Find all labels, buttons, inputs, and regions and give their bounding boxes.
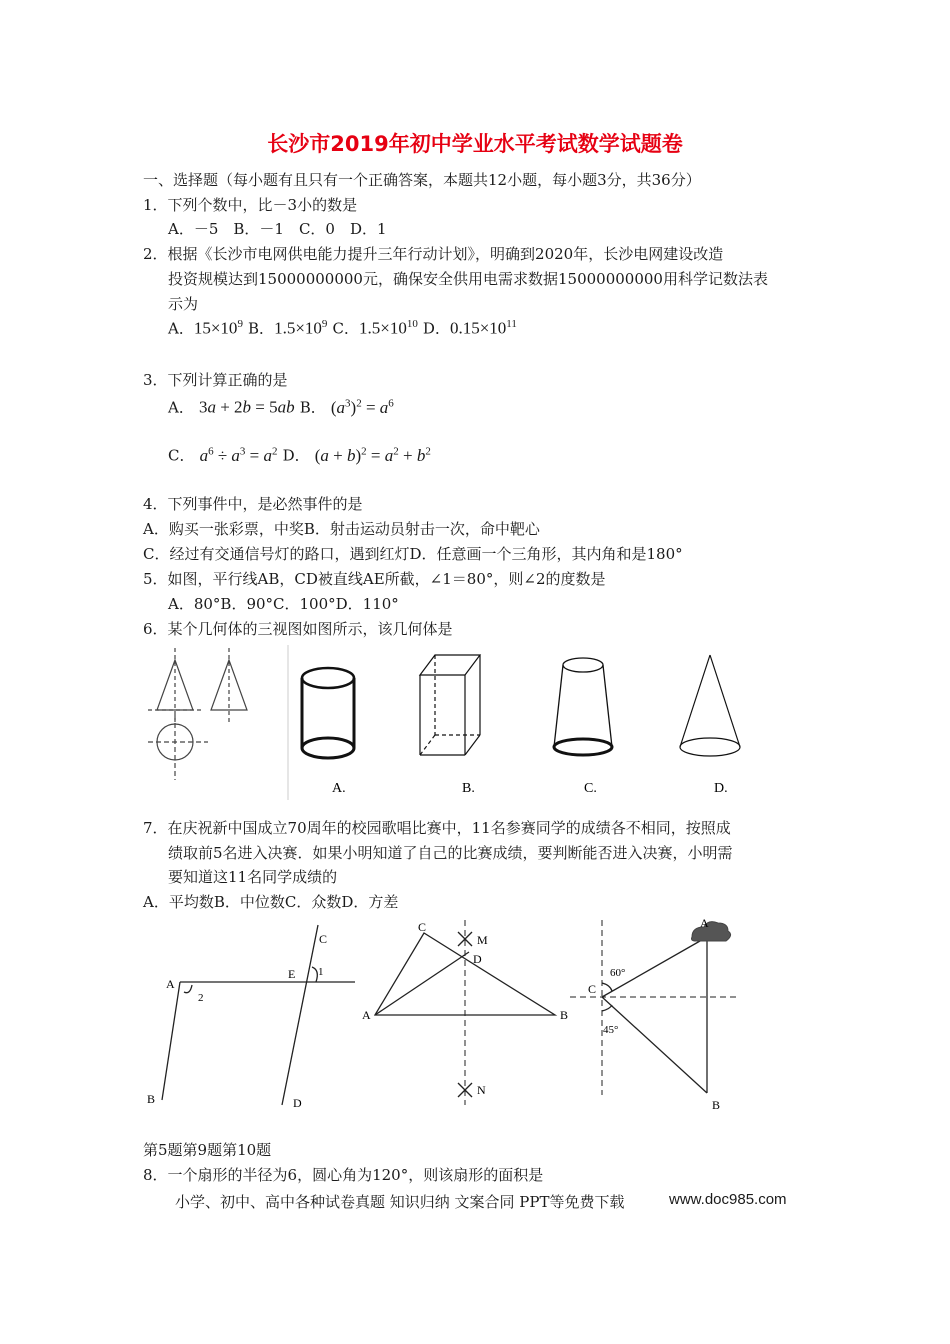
fig9-label-a: A xyxy=(362,1008,371,1022)
option-label-b: B. xyxy=(462,781,475,796)
solid-b-prism xyxy=(420,655,480,755)
q2-option-a: 15×10 xyxy=(193,318,238,338)
q2-line3: 示为 xyxy=(168,295,199,313)
q1-stem: 1．下列个数中，比－3小的数是 xyxy=(143,196,358,214)
q2-option-d-exp: 11 xyxy=(506,318,517,330)
q2-options xyxy=(168,318,517,338)
q3-stem: 3．下列计算正确的是 xyxy=(143,371,288,389)
option-label-d: D. xyxy=(714,781,728,796)
page-title: 长沙市2019年初中学业水平考试数学试题卷 xyxy=(267,132,683,156)
q7-options: A．平均数B．中位数C．众数D．方差 xyxy=(143,893,399,911)
fig9-label-n: N xyxy=(477,1083,486,1097)
option-label-a: A. xyxy=(332,781,346,796)
q4-options-line2: C．经过有交通信号灯的路口，遇到红灯D．任意画一个三角形，其内角和是180° xyxy=(143,545,683,563)
q2-option-b-label: B． xyxy=(248,319,275,338)
q7-line3: 要知道这11名同学成绩的 xyxy=(168,868,338,886)
solid-d-cone xyxy=(680,655,740,756)
fig5-label-c: C xyxy=(319,932,328,946)
q2-option-c-label: C． xyxy=(332,319,359,338)
solid-c-frustum xyxy=(554,658,612,755)
three-view-drawing xyxy=(148,648,247,780)
solid-a-cylinder xyxy=(302,668,354,758)
option-label-c: C. xyxy=(584,781,597,796)
q3-option-d-formula: $(a + b)^2 = a^2 + b^2$ xyxy=(314,445,431,465)
q2-option-d-label: D． xyxy=(422,319,450,338)
q6-stem: 6．某个几何体的三视图如图所示，该几何体是 xyxy=(143,620,453,638)
fig9-label-m: M xyxy=(477,933,488,947)
q2-option-d: 0.15×10 xyxy=(449,318,507,338)
q3-option-a-label: A． xyxy=(168,398,194,417)
q3-option-b-label: B． xyxy=(299,398,326,417)
q5-stem: 5．如图，平行线AB，CD被直线AE所截，∠1＝80°，则∠2的度数是 xyxy=(143,570,606,588)
q3-option-c-label: C． xyxy=(168,446,195,465)
q3-option-c-formula: $a^6 \div a^3 = a^2$ xyxy=(199,445,278,465)
fig5-angle-1: 1 xyxy=(318,966,324,978)
cloud-icon xyxy=(692,922,731,941)
q2-line2: 投资规模达到15000000000元，确保安全供用电需求数据15000000000用科学记数法表 xyxy=(168,270,768,288)
fig10-angle-45: 45° xyxy=(603,1024,619,1036)
q2-option-a-exp: 9 xyxy=(237,318,243,330)
q8-stem: 8．一个扇形的半径为6，圆心角为120°，则该扇形的面积是 xyxy=(143,1166,544,1184)
fig10-label-b: B xyxy=(712,1098,721,1112)
figures-row xyxy=(140,915,780,1115)
q2-option-c-exp: 10 xyxy=(406,318,418,330)
fig9-label-b: B xyxy=(560,1008,569,1022)
footer-website-link[interactable]: www.doc985.com xyxy=(669,1191,787,1208)
fig5-label-b: B xyxy=(147,1092,156,1106)
fig10-angle-60: 60° xyxy=(610,967,626,979)
q4-stem: 4．下列事件中，是必然事件的是 xyxy=(143,495,363,513)
q7-line1: 7．在庆祝新中国成立70周年的校园歌唱比赛中，11名参赛同学的成绩各不相同，按照成 xyxy=(143,819,731,837)
q3-option-b-formula: $(a^3)^2 = a^6$ xyxy=(330,397,394,417)
fig10-label-c: C xyxy=(588,982,597,996)
q1-options: A．－5 B．－1 C．0 D．1 xyxy=(168,220,387,238)
q2-option-a-label: A． xyxy=(168,319,194,338)
q7-line2: 绩取前5名进入决赛．如果小明知道了自己的比赛成绩，要判断能否进入决赛，小明需 xyxy=(168,844,733,862)
q2-option-b-exp: 9 xyxy=(321,318,328,330)
section-heading: 一、选择题（每小题有且只有一个正确答案，本题共12小题，每小题3分，共36分） xyxy=(143,171,701,189)
fig9-label-d: D xyxy=(473,952,482,966)
fig5-angle-2: 2 xyxy=(198,992,204,1004)
figure-q10 xyxy=(570,920,738,1095)
fig5-label-e: E xyxy=(288,967,296,981)
fig10-label-a: A xyxy=(700,916,709,930)
q3-options-ab xyxy=(168,397,394,418)
fig5-label-a: A xyxy=(166,977,175,991)
q4-options-line1: A．购买一张彩票，中奖B．射击运动员射击一次，命中靶心 xyxy=(143,520,540,538)
fig5-label-d: D xyxy=(293,1096,302,1110)
figure-captions: 第5题第9题第10题 xyxy=(143,1141,272,1159)
q5-options: A．80°B．90°C．100°D．110° xyxy=(168,595,399,613)
q2-line1: 2．根据《长沙市电网供电能力提升三年行动计划》，明确到2020年，长沙电网建设改造 xyxy=(143,245,724,263)
q6-figure xyxy=(140,640,790,805)
q2-option-c: 1.5×10 xyxy=(358,318,407,338)
q3-options-cd xyxy=(168,445,431,466)
q2-option-b: 1.5×10 xyxy=(274,318,322,338)
fig9-label-c: C xyxy=(418,920,427,934)
q3-option-a-formula: 3a + 2b = 5ab xyxy=(198,397,295,417)
footer-promo-text: 小学、初中、高中各种试卷真题 知识归纳 文案合同 PPT等免费下载 xyxy=(175,1193,625,1211)
q3-option-d-label: D． xyxy=(282,446,310,465)
figure-q5 xyxy=(162,925,355,1105)
figure-q9 xyxy=(375,920,555,1105)
